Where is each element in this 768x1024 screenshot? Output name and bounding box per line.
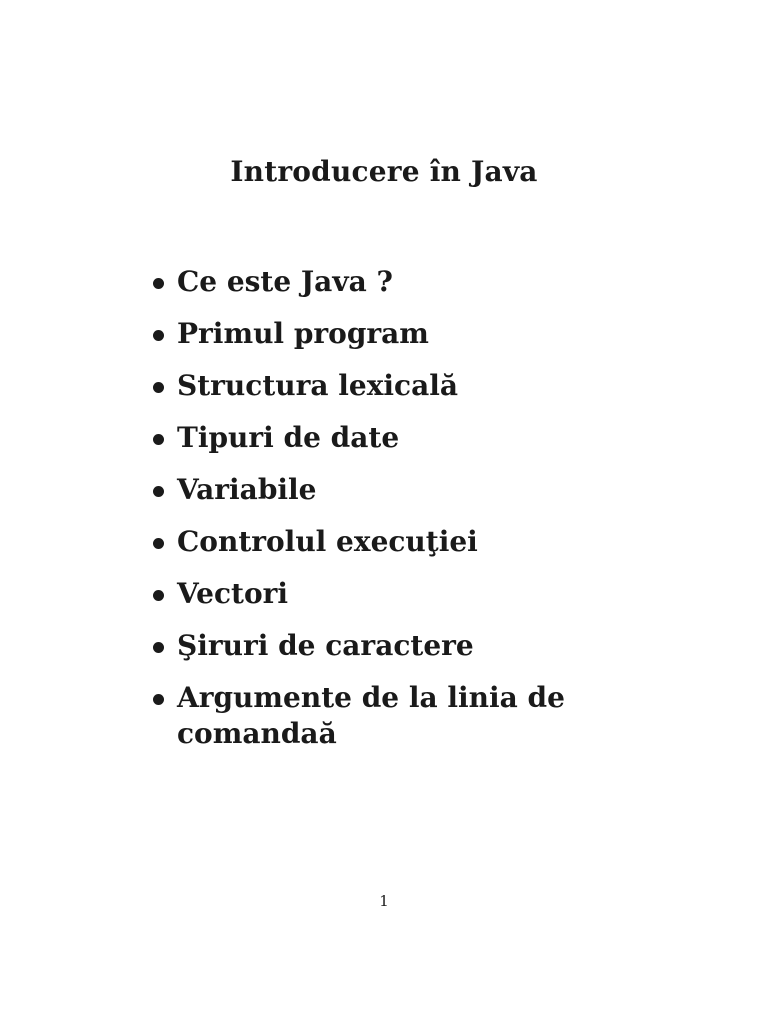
- list-item: [150, 368, 630, 404]
- topic-label: Vectori: [177, 577, 289, 610]
- list-item: [150, 316, 630, 352]
- list-item: [150, 264, 630, 300]
- bullet-icon: [153, 590, 164, 601]
- topic-label: Primul program: [177, 317, 429, 350]
- topic-label: Şiruri de caractere: [177, 629, 474, 662]
- topic-label: Argumente de la linia de comandaă: [177, 681, 565, 750]
- list-item: [150, 524, 630, 560]
- bullet-icon: [153, 382, 164, 393]
- topic-list: [150, 264, 630, 768]
- slide-title: Introducere în Java: [230, 155, 538, 188]
- topic-label: Variabile: [177, 473, 317, 506]
- page-number: 1: [379, 892, 389, 910]
- bullet-icon: [153, 278, 164, 289]
- bullet-icon: [153, 330, 164, 341]
- topic-label: Structura lexicală: [177, 369, 458, 402]
- topic-label: Tipuri de date: [177, 421, 400, 454]
- topic-label: Ce este Java ?: [177, 265, 393, 298]
- topic-label: Controlul execuţiei: [177, 525, 478, 558]
- list-item: [150, 472, 630, 508]
- bullet-icon: [153, 694, 164, 705]
- list-item: [150, 576, 630, 612]
- bullet-icon: [153, 642, 164, 653]
- list-item: [150, 680, 630, 752]
- bullet-icon: [153, 538, 164, 549]
- bullet-icon: [153, 486, 164, 497]
- bullet-icon: [153, 434, 164, 445]
- list-item: [150, 420, 630, 456]
- list-item: [150, 628, 630, 664]
